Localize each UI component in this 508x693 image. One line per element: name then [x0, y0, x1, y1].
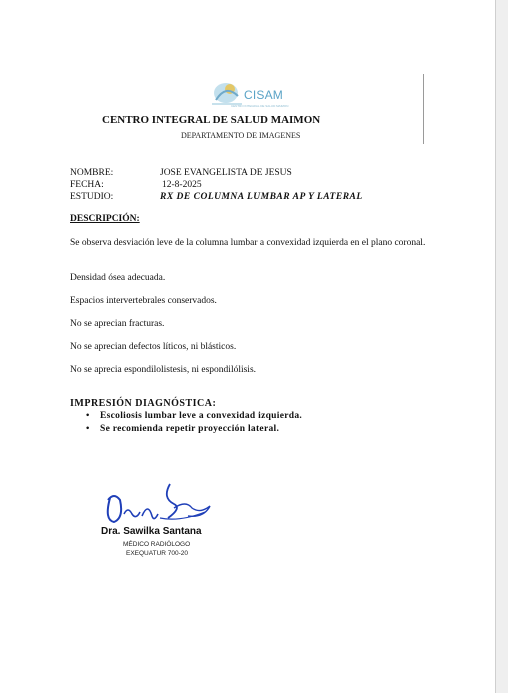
center-name: CENTRO INTEGRAL DE SALUD MAIMON [102, 114, 321, 126]
impression-item: • Se recomienda repetir proyección lateral. [86, 423, 302, 436]
description-paragraph: No se aprecian fracturas. [70, 319, 165, 329]
margin-divider [423, 74, 424, 144]
logo-subtext: CENTRO INTEGRAL DE SALUD MAIMON [231, 104, 289, 108]
study-label: ESTUDIO: [70, 192, 114, 202]
description-paragraph: Densidad ósea adecuada. [70, 273, 166, 283]
patient-name-value: JOSE EVANGELISTA DE JESUS [160, 168, 292, 178]
date-row [70, 180, 202, 190]
description-paragraph: No se aprecian defectos líticos, ni blásticos. [70, 342, 237, 352]
date-label: FECHA: [70, 180, 104, 190]
impression-title: IMPRESIÓN DIAGNÓSTICA: [70, 398, 217, 409]
handwritten-signature [100, 478, 215, 528]
impression-list [86, 410, 302, 436]
impression-item: • Escoliosis lumbar leve a convexidad izquierda. [86, 410, 302, 423]
doctor-exequatur: EXEQUATUR 700-20 [126, 550, 189, 557]
doctor-name: Dra. Sawilka Santana [101, 526, 202, 537]
patient-name-label: NOMBRE: [70, 168, 114, 178]
department-name: DEPARTAMENTO DE IMAGENES [181, 131, 301, 140]
logo-text: CISAM [244, 88, 284, 102]
date-value: 12-8-2025 [162, 180, 202, 190]
description-title: DESCRIPCIÓN: [70, 214, 140, 224]
patient-name-row [70, 168, 292, 178]
study-row [70, 192, 363, 202]
doctor-role: MÉDICO RADIÓLOGO [123, 541, 191, 548]
description-paragraph: No se aprecia espondilolistesis, ni espondilólisis. [70, 365, 257, 375]
description-paragraph: Espacios intervertebrales conservados. [70, 296, 217, 306]
vertical-scrollbar[interactable] [496, 0, 508, 693]
description-paragraph: Se observa desviación leve de la columna lumbar a convexidad izquierda en el plano coronal. [70, 238, 426, 248]
study-value: RX DE COLUMNA LUMBAR AP Y LATERAL [160, 192, 363, 202]
